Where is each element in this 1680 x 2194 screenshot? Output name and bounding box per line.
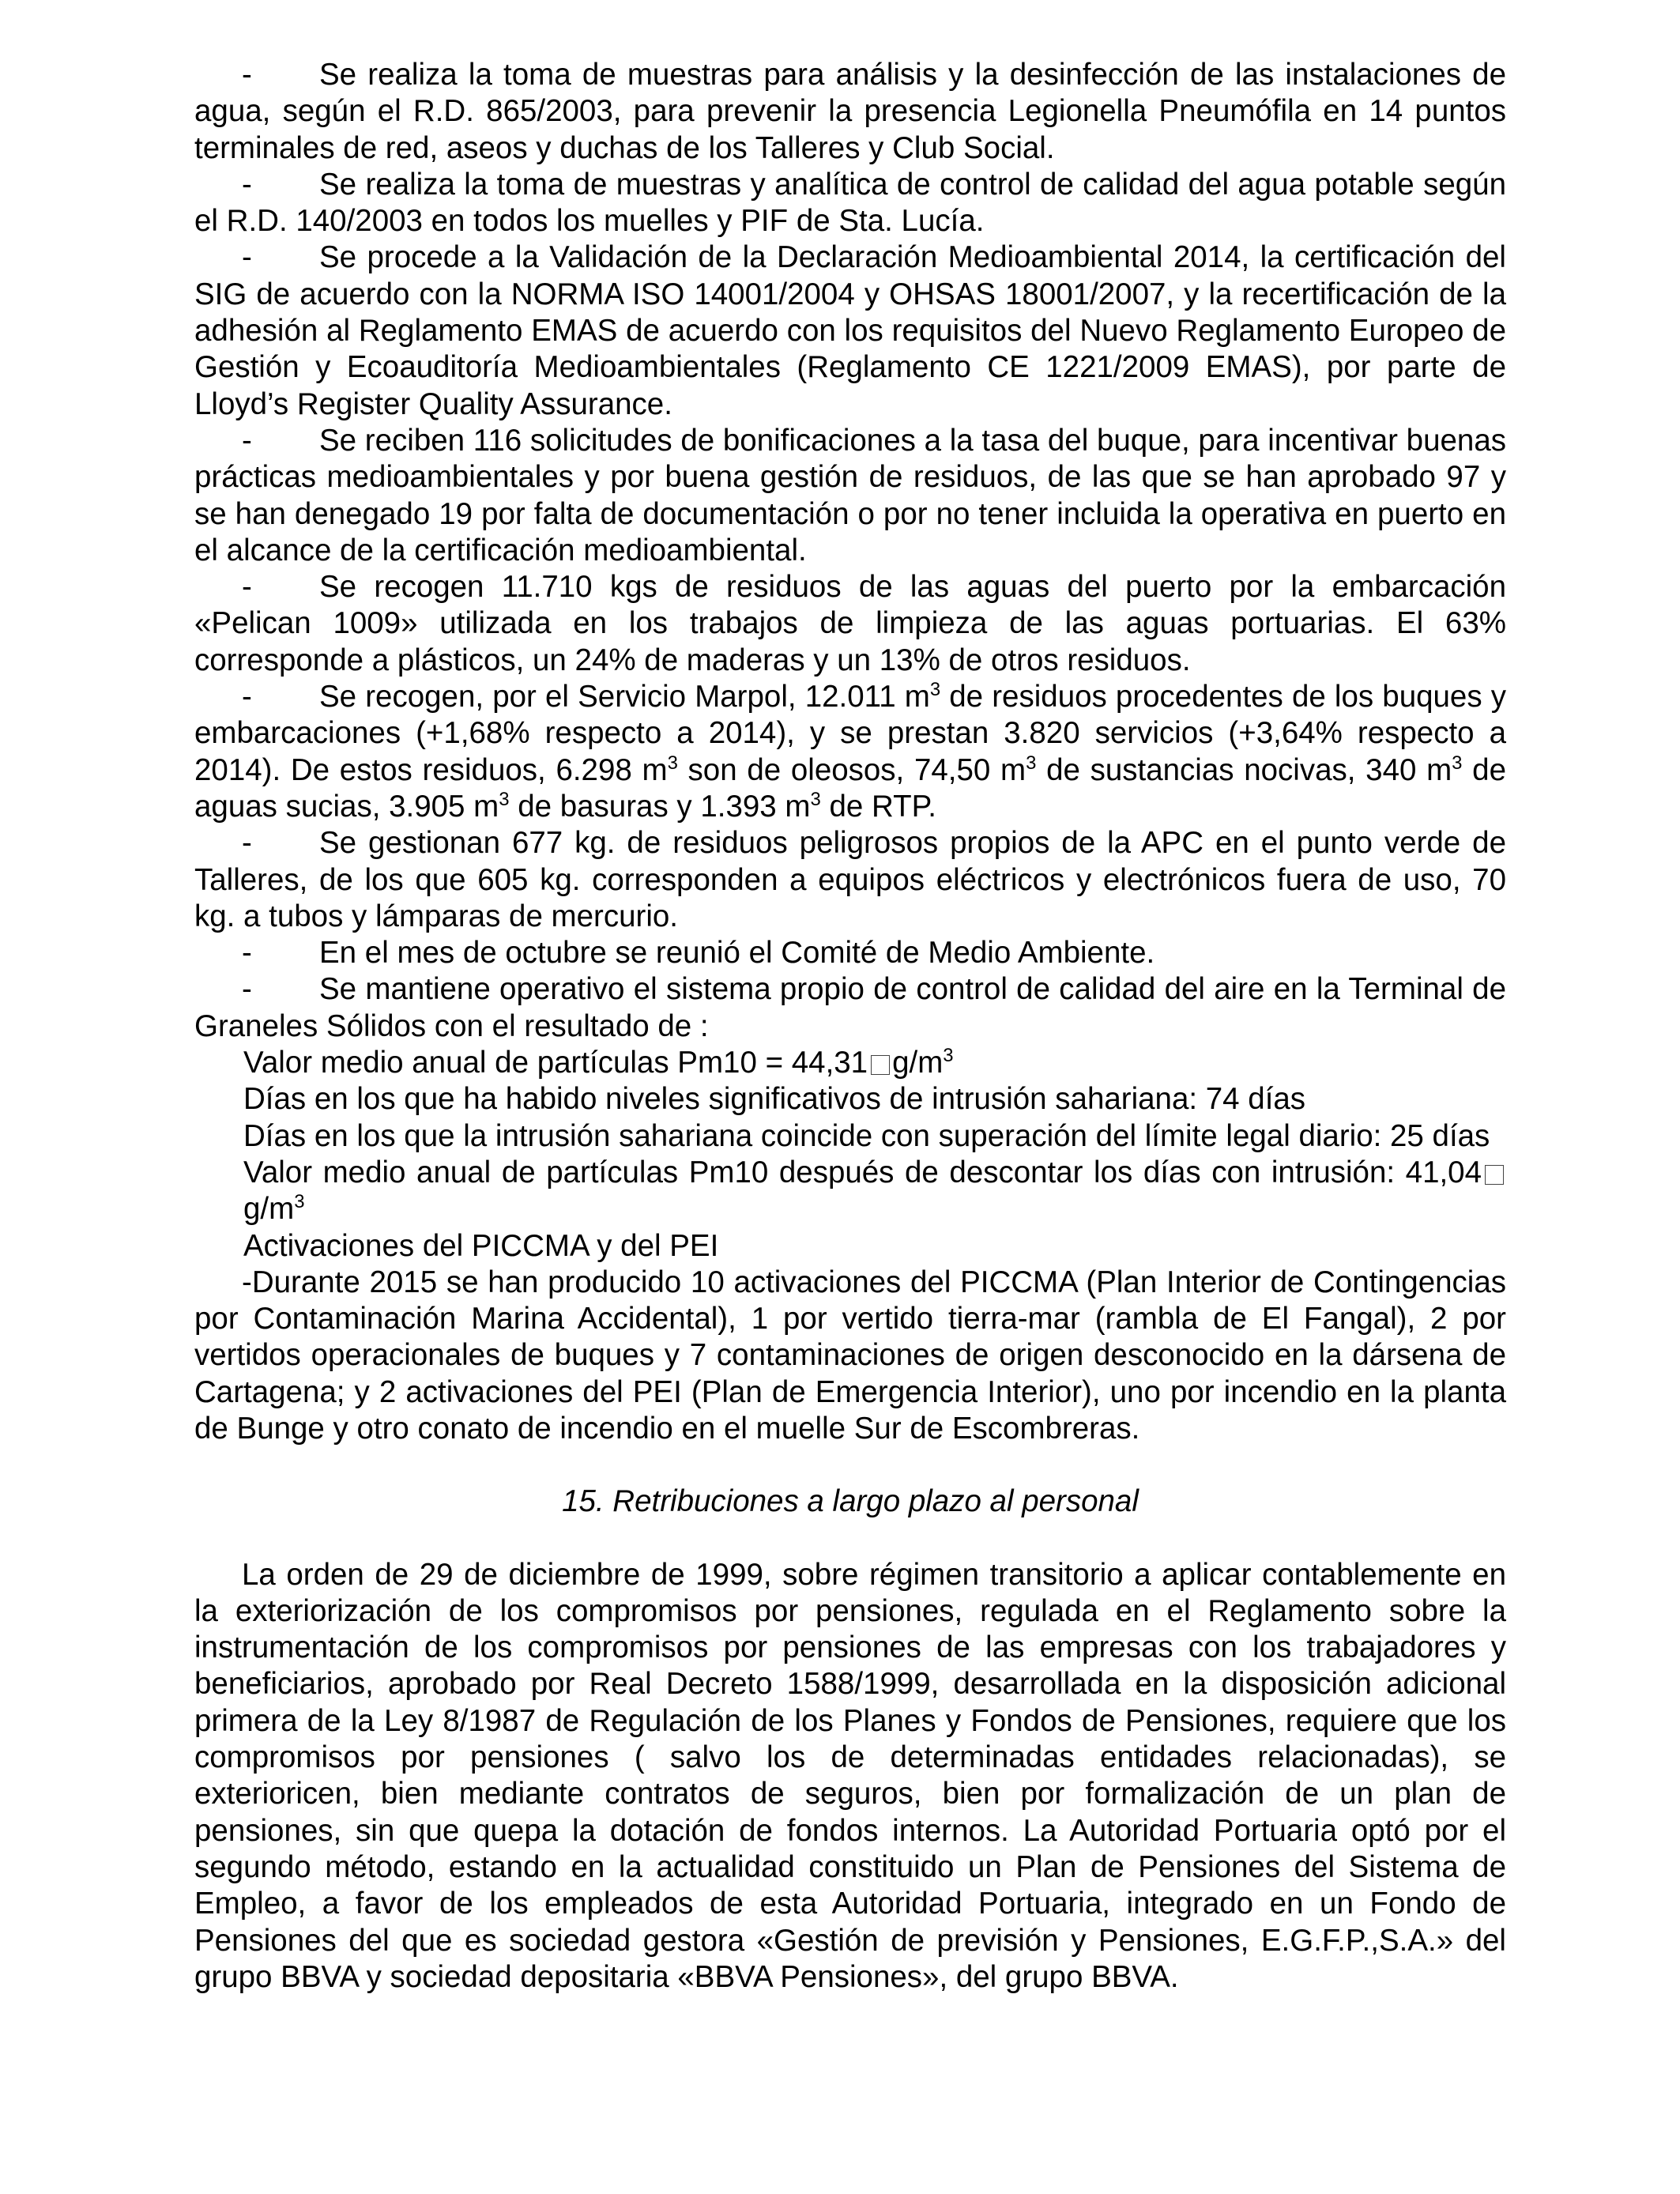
marpol-text-1: Se recogen, por el Servicio Marpol, 12.011 m [319, 680, 930, 714]
pm10-after-label: Valor medio anual de partículas Pm10 después de descontar los días con intrusión: 41,04 [243, 1155, 1482, 1189]
marpol-text-6: de basuras y 1.393 m [509, 789, 811, 824]
bullet-dash: - [242, 58, 252, 92]
bullet-dash: - [242, 826, 252, 861]
marpol-text-3: son de oleosos, 74,50 m [677, 752, 1026, 787]
bullet-dash: - [242, 680, 252, 714]
bullet-text: Se recogen 11.710 kgs de residuos de las aguas del puerto por la embarcación «Pelican 1009» utilizada en los trabajos de limpieza de las aguas portuarias. El 63% corresponde a plásticos, un 24% de maderas y un 13% de otros residuos. [194, 570, 1506, 677]
cubic-exponent: 3 [810, 789, 821, 811]
bullet-text: Se reciben 116 solicitudes de bonificaciones a la tasa del buque, para incentivar buenas prácticas medioambientales y por buena gestión de residuos, de las que se han aprobado 97 y se han denegado 19 por falta de documentación o por no tener incluida la operativa en puerto en el alcance de la certificación medioambiental. [194, 423, 1506, 567]
bullet-bonifications [194, 423, 1506, 569]
bullet-dash: - [242, 936, 252, 971]
section-body: La orden de 29 de diciembre de 1999, sobre régimen transitorio a aplicar contablemente en la exteriorización de los compromisos por pensiones, regulada en el Reglamento sobre la instrumentación de los compromisos por pensiones de las empresas con los trabajadores y beneficiarios, aprobado por Real Decreto 1588/1999, desarrollada en la disposición adicional primera de la Ley 8/1987 de Regulación de los Planes y Fondos de Pensiones, requiere que los compromisos por pensiones ( salvo los de determinadas entidades relacionadas), se exterioricen, bien mediante contratos de seguros, bien por formalización de un plan de pensiones, sin que quepa la dotación de fondos internos. La Autoridad Portuaria optó por el segundo método, estando en la actualidad constituido un Plan de Pensiones del Sistema de Empleo, a favor de los empleados de esta Autoridad Portuaria, integrado en un Fondo de Pensiones del que es sociedad gestora «Gestión de previsión y Pensiones, E.G.F.P.,S.A.» del grupo BBVA y sociedad depositaria «BBVA Pensiones», del grupo BBVA. [194, 1557, 1506, 1994]
cubic-exponent: 3 [499, 789, 510, 811]
micro-glyph-icon [1485, 1165, 1504, 1185]
intrusion-days: Días en los que ha habido niveles significativos de intrusión sahariana: 74 días [243, 1082, 1306, 1117]
bullet-water-quality [194, 167, 1506, 240]
cubic-exponent: 3 [929, 679, 941, 701]
unit-text: g/m [892, 1046, 944, 1080]
bullet-dash: - [242, 570, 252, 605]
cubic-exponent: 3 [1452, 752, 1463, 774]
pm10-after-discount [194, 1155, 1506, 1228]
bullet-committee [194, 935, 1506, 971]
bullet-marpol [194, 679, 1506, 825]
marpol-text-2: de residuos procedentes de los buques y embarcaciones (+1,68% respecto a 2014), y se prestan 3.820 servicios (+3,64% respecto a 2014). De estos residuos, 6.298 m [194, 680, 1506, 787]
unit-text: g/m [243, 1192, 295, 1227]
pm10-annual-mean [194, 1045, 1506, 1081]
bullet-text: Se gestionan 677 kg. de residuos peligrosos propios de la APC en el punto verde de Talleres, de los que 605 kg. corresponden a equipos eléctricos y electrónicos fuera de uso, 70 kg. a tubos y lámparas de mercurio. [194, 826, 1506, 933]
cubic-exponent: 3 [1026, 752, 1037, 774]
cubic-exponent: 3 [667, 752, 678, 774]
bullet-dash: - [242, 423, 252, 458]
bullet-pelican [194, 569, 1506, 679]
bullet-text: Se mantiene operativo el sistema propio de control de calidad del aire en la Terminal de Graneles Sólidos con el resultado de : [194, 972, 1506, 1043]
bullet-text: Se realiza la toma de muestras y analítica de control de calidad del agua potable según el R.D. 140/2003 en todos los muelles y PIF de Sta. Lucía. [194, 167, 1506, 239]
bullet-legionella [194, 57, 1506, 167]
bullet-text: Se realiza la toma de muestras para análisis y la desinfección de las instalaciones de agua, según el R.D. 865/2003, para prevenir la presencia Legionella Pneumófila en 14 puntos terminales de red, aseos y duchas de los Talleres y Club Social. [194, 58, 1506, 165]
bullet-hazardous-waste [194, 825, 1506, 935]
section-heading: 15. Retribuciones a largo plazo al personal [562, 1484, 1139, 1519]
marpol-text-5: de aguas sucias, 3.905 m [194, 752, 1506, 824]
bullet-dash: - [242, 240, 252, 275]
bullet-dash: - [242, 167, 252, 202]
coincide-days: Días en los que la intrusión sahariana coincide con superación del límite legal diario: 25 días [243, 1118, 1490, 1153]
activations-text: -Durante 2015 se han producido 10 activaciones del PICCMA (Plan Interior de Contingencias por Contaminación Marina Accidental), 1 por vertido tierra-mar (rambla de El Fangal), 2 por vertidos operacionales de buques y 7 contaminaciones de origen desconocido en la dársena de Cartagena; y 2 activaciones del PEI (Plan de Emergencia Interior), uno por incendio en la planta de Bunge y otro conato de incendio en el muelle Sur de Escombreras. [194, 1265, 1506, 1446]
bullet-air-quality [194, 971, 1506, 1045]
bullet-emas-validation [194, 239, 1506, 422]
marpol-text-7: de RTP. [820, 789, 937, 824]
activations-title: Activaciones del PICCMA y del PEI [243, 1228, 719, 1263]
bullet-text: En el mes de octubre se reunió el Comité de Medio Ambiente. [319, 936, 1155, 971]
cubic-exponent: 3 [943, 1045, 954, 1067]
document-page [194, 57, 1506, 1996]
pm10-label: Valor medio anual de partículas Pm10 = 44,31 [243, 1046, 868, 1080]
cubic-exponent: 3 [294, 1191, 305, 1213]
bullet-dash: - [242, 972, 252, 1007]
micro-glyph-icon [871, 1055, 890, 1075]
bullet-text: Se procede a la Validación de la Declaración Medioambiental 2014, la certificación del SIG de acuerdo con la NORMA ISO 14001/2004 y OHSAS 18001/2007, y la recertificación de la adhesión al Reglamento EMAS de acuerdo con los requisitos del Nuevo Reglamento Europeo de Gestión y Ecoauditoría Medioambientales (Reglamento CE 1221/2009 EMAS), por parte de Lloyd’s Register Quality Assurance. [194, 240, 1506, 421]
marpol-text-4: de sustancias nocivas, 340 m [1036, 752, 1452, 787]
